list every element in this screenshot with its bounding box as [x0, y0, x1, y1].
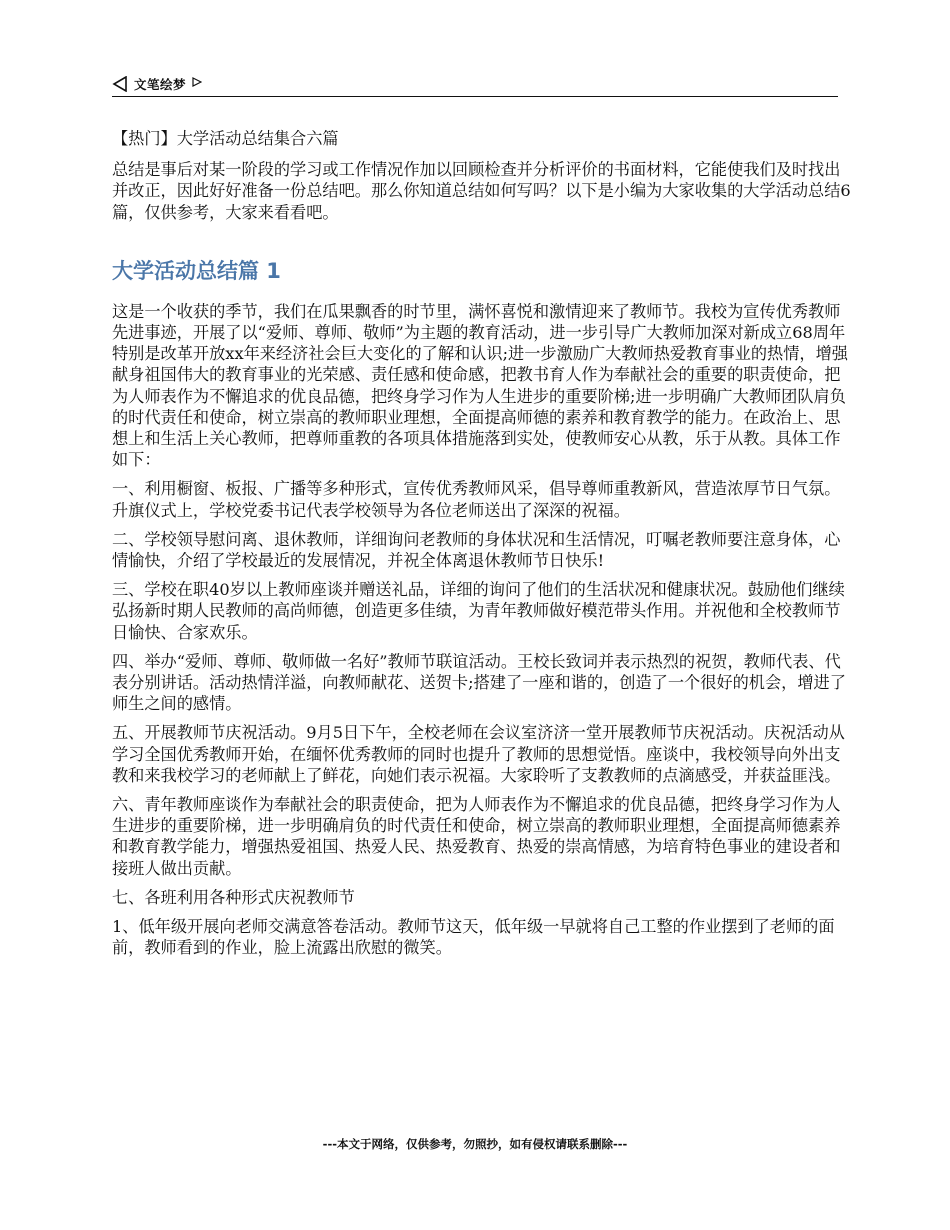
page-header: [112, 72, 838, 97]
triangle-left-icon: [112, 76, 128, 92]
paragraph: 四、举办“爱师、尊师、敬师做一名好”教师节联谊活动。王校长致词并表示热烈的祝贺，教师代表、代表分别讲话。活动热情洋溢，向教师献花、送贺卡;搭建了一座和谐的，创造了一个很好的机会，增进了师生之间的感情。: [112, 651, 846, 714]
paragraph: 五、开展教师节庆祝活动。9月5日下午，全校老师在会议室济济一堂开展教师节庆祝活动。庆祝活动从学习全国优秀教师开始，在缅怀优秀教师的同时也提升了教师的思想觉悟。座谈中，我校领导向外出支教和来我校学习的老师献上了鲜花，向她们表示祝福。大家聆听了支教教师的点滴感受，并获益匪浅。: [112, 723, 845, 785]
paragraph: 这是一个收获的季节，我们在瓜果飘香的时节里，满怀喜悦和激情迎来了教师节。我校为宣传优秀教师先进事迹，开展了以“爱师、尊师、敬师”为主题的教育活动，进一步引导广大教师加深对新成立68周年特别是改革开放xx年来经济社会巨大变化的了解和认识;进一步激励广大教师热爱教育事业的热情，增强献身祖国伟大的教育事业的光荣感、责任感和使命感，把教书育人作为奉献社会的重要的职责使命，把为人师表作为不懈追求的优良品德，把终身学习作为人生进步的重要阶梯;进一步明确广大教师团队肩负的时代责任和使命，树立崇高的教师职业理想，全面提高师德的素养和教育教学的能力。在政治上、思想上和生活上关心教师，把尊师重教的各项具体措施落到实处，使教师安心从教，乐于从教。具体工作如下：: [112, 301, 848, 470]
brand-name: 文笔绘梦: [134, 77, 187, 92]
section-heading: 大学活动总结篇 1: [112, 258, 281, 283]
intro-paragraph: 总结是事后对某一阶段的学习或工作情况作加以回顾检查并分析评价的书面材料，它能使我们及时找出并改正，因此好好准备一份总结吧。那么你知道总结如何写吗？以下是小编为大家收集的大学活动总结6篇，仅供参考，大家来看看吧。: [112, 160, 851, 222]
paragraph: 一、利用橱窗、板报、广播等多种形式，宣传优秀教师风采，倡导尊师重教新风，营造浓厚节日气氛。升旗仪式上，学校党委书记代表学校领导为各位老师送出了深深的祝福。: [112, 479, 841, 520]
document-title: 【热门】大学活动总结集合六篇: [112, 129, 339, 148]
footer-note: ---本文于网络，仅供参考，勿照抄，如有侵权请联系删除---: [322, 1137, 628, 1151]
paragraph: 六、青年教师座谈作为奉献社会的职责使命，把为人师表作为不懈追求的优良品德，把终身学习作为人生进步的重要阶梯，进一步明确肩负的时代责任和使命，树立崇高的教师职业理想，全面提高师德素养和教育教学能力，增强热爱祖国、热爱人民、热爱教育、热爱的崇高情感，为培育特色事业的建设者和接班人做出贡献。: [112, 795, 841, 878]
paragraph: 七、各班利用各种形式庆祝教师节: [112, 887, 355, 907]
triangle-right-icon: [192, 77, 202, 87]
paragraph: 二、学校领导慰问离、退休教师，详细询问老教师的身体状况和生活情况，叮嘱老教师要注意身体，心情愉快，介绍了学校最近的发展情况，并祝全体离退休教师节日快乐!: [112, 529, 841, 571]
paragraph: 三、学校在职40岁以上教师座谈并赠送礼品，详细的询问了他们的生活状况和健康状况。鼓励他们继续弘扬新时期人民教师的高尚师德，创造更多佳绩，为青年教师做好模范带头作用。并祝他和全校教师节日愉快、合家欢乐。: [112, 580, 845, 642]
document-body: [112, 128, 854, 967]
paragraph: 1、低年级开展向老师交满意答卷活动。教师节这天，低年级一早就将自己工整的作业摆到了老师的面前，教师看到的作业，脸上流露出欣慰的微笑。: [112, 917, 835, 958]
